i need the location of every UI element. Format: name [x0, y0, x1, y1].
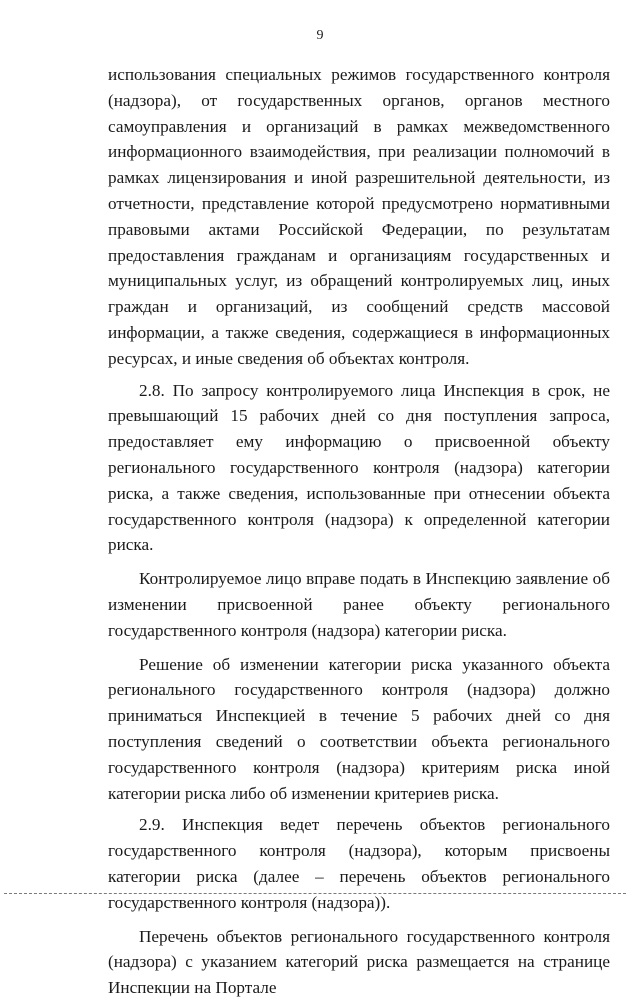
- paragraph-2-8-decision: Решение об изменении категории риска указанного объекта регионального государственного контроля (надзора) должно приниматься Инспекцией в течение 5 рабочих дней со дня поступления сведений о соответствии объекта регионального государственного контроля (надзора) критериям риска иной категории риска либо об изменении критериев риска.: [108, 654, 610, 803]
- page-bottom-rule: [4, 893, 626, 894]
- page-number: 9: [316, 28, 324, 43]
- document-body: [108, 62, 610, 1001]
- paragraph-2-9-list: Перечень объектов регионального государственного контроля (надзора) с указанием категорий риска размещается на странице Инспекции на Портале: [108, 926, 610, 998]
- paragraph-2-8: 2.8. По запросу контролируемого лица Инспекция в срок, не превышающий 15 рабочих дней со дня поступления запроса, предоставляет ему информацию о присвоенной объекту регионального государственного контроля (надзора) категории риска, а также сведения, использованные при отнесении объекта государственного контроля (надзора) к определенной категории риска.: [108, 380, 610, 555]
- paragraph-continuation: использования специальных режимов государственного контроля (надзора), от государственных органов, органов местного самоуправления и организаций в рамках межведомственного информационного взаимодействия, при реализации полномочий в рамках лицензирования и иной разрешительной деятельности, из отчетности, представление которой предусмотрено нормативными правовыми актами Российской Федерации, по результатам предоставления гражданам и организациям государственных и муниципальных услуг, из обращений контролируемых лиц, иных граждан и организаций, из сообщений средств массовой информации, а также сведения, содержащиеся в информационных ресурсах, и иные сведения об объектах контроля.: [108, 65, 610, 368]
- paragraph-2-9: 2.9. Инспекция ведет перечень объектов регионального государственного контроля (надзора), которым присвоены категории риска (далее – перечень объектов регионального государственного контроля (надзора)).: [108, 815, 610, 912]
- paragraph-2-8-statement: Контролируемое лицо вправе подать в Инспекцию заявление об изменении присвоенной ранее объекту регионального государственного контроля (надзора) категории риска.: [108, 569, 610, 640]
